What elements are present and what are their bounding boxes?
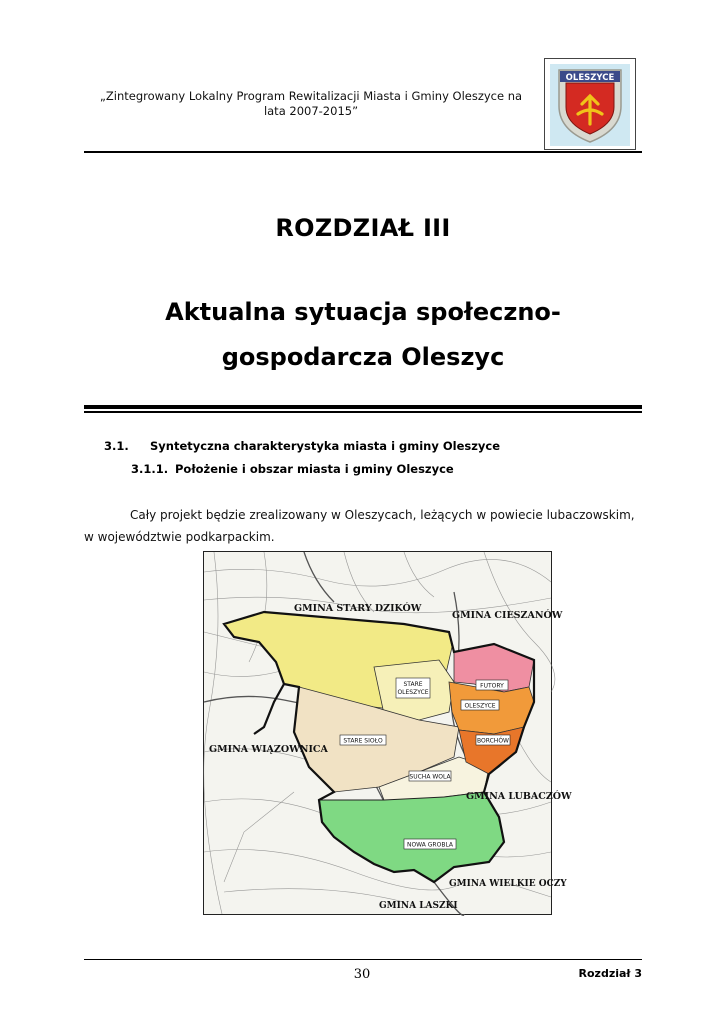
label-futory: FUTORY: [480, 682, 504, 690]
body-paragraph: Cały projekt będzie zrealizowany w Oleszycach, leżących w powiecie lubaczowskim, w województwie podkarpackim.: [84, 508, 635, 544]
subsection-title: Położenie i obszar miasta i gminy Oleszyce: [175, 462, 454, 476]
label-borchow: BORCHÓW: [477, 737, 509, 745]
label-wielkie-oczy: GMINA WIELKIE OCZY: [449, 879, 567, 889]
subsection-number: 3.1.1.: [131, 462, 169, 476]
section-title: Syntetyczna charakterystyka miasta i gminy Oleszyce: [150, 439, 501, 453]
label-stary-dzikow: GMINA STARY DZIKÓW: [294, 603, 422, 614]
coat-of-arms: [544, 58, 636, 150]
label-cieszanow: GMINA CIESZANÓW: [452, 610, 563, 621]
label-oleszyce: OLESZYCE: [464, 702, 496, 710]
label-laszki: GMINA LASZKI: [379, 901, 458, 911]
section-number: 3.1.: [104, 439, 129, 453]
chapter-title-line2: gospodarcza Oleszyc: [221, 343, 505, 371]
coat-of-arms-icon: [550, 64, 630, 146]
label-lubaczow: GMINA LUBACZÓW: [466, 791, 572, 802]
label-stare-oleszyce-1: STARE: [403, 681, 423, 688]
map-svg: [204, 552, 572, 914]
emblem-text: OLESZYCE: [565, 73, 615, 83]
label-stare-siolo: STARE SIOŁO: [343, 737, 383, 745]
chapter-title-line1: Aktualna sytuacja społeczno-: [165, 298, 561, 326]
footer-divider: [84, 959, 642, 960]
footer-chapter: Rozdział 3: [578, 967, 642, 980]
label-sucha-wola: SUCHA WOLA: [409, 773, 451, 781]
program-title: „Zintegrowany Lokalny Program Rewitalizacji Miasta i Gminy Oleszyce na lata 2007-2015”: [99, 89, 523, 118]
header-divider: [84, 151, 642, 153]
page-number: 30: [353, 967, 371, 982]
municipality-map: [203, 551, 572, 915]
section-heading: [104, 439, 500, 453]
label-wiazownica: GMINA WIĄZOWNICA: [209, 744, 328, 755]
label-stare-oleszyce-2: OLESZYCE: [397, 689, 429, 696]
title-divider-thick: [84, 405, 642, 409]
subsection-heading: [131, 462, 454, 476]
chapter-label: ROZDZIAŁ III: [275, 214, 451, 242]
title-divider-thin: [84, 411, 642, 413]
label-nowa-grobla: NOWA GROBLA: [406, 841, 454, 849]
